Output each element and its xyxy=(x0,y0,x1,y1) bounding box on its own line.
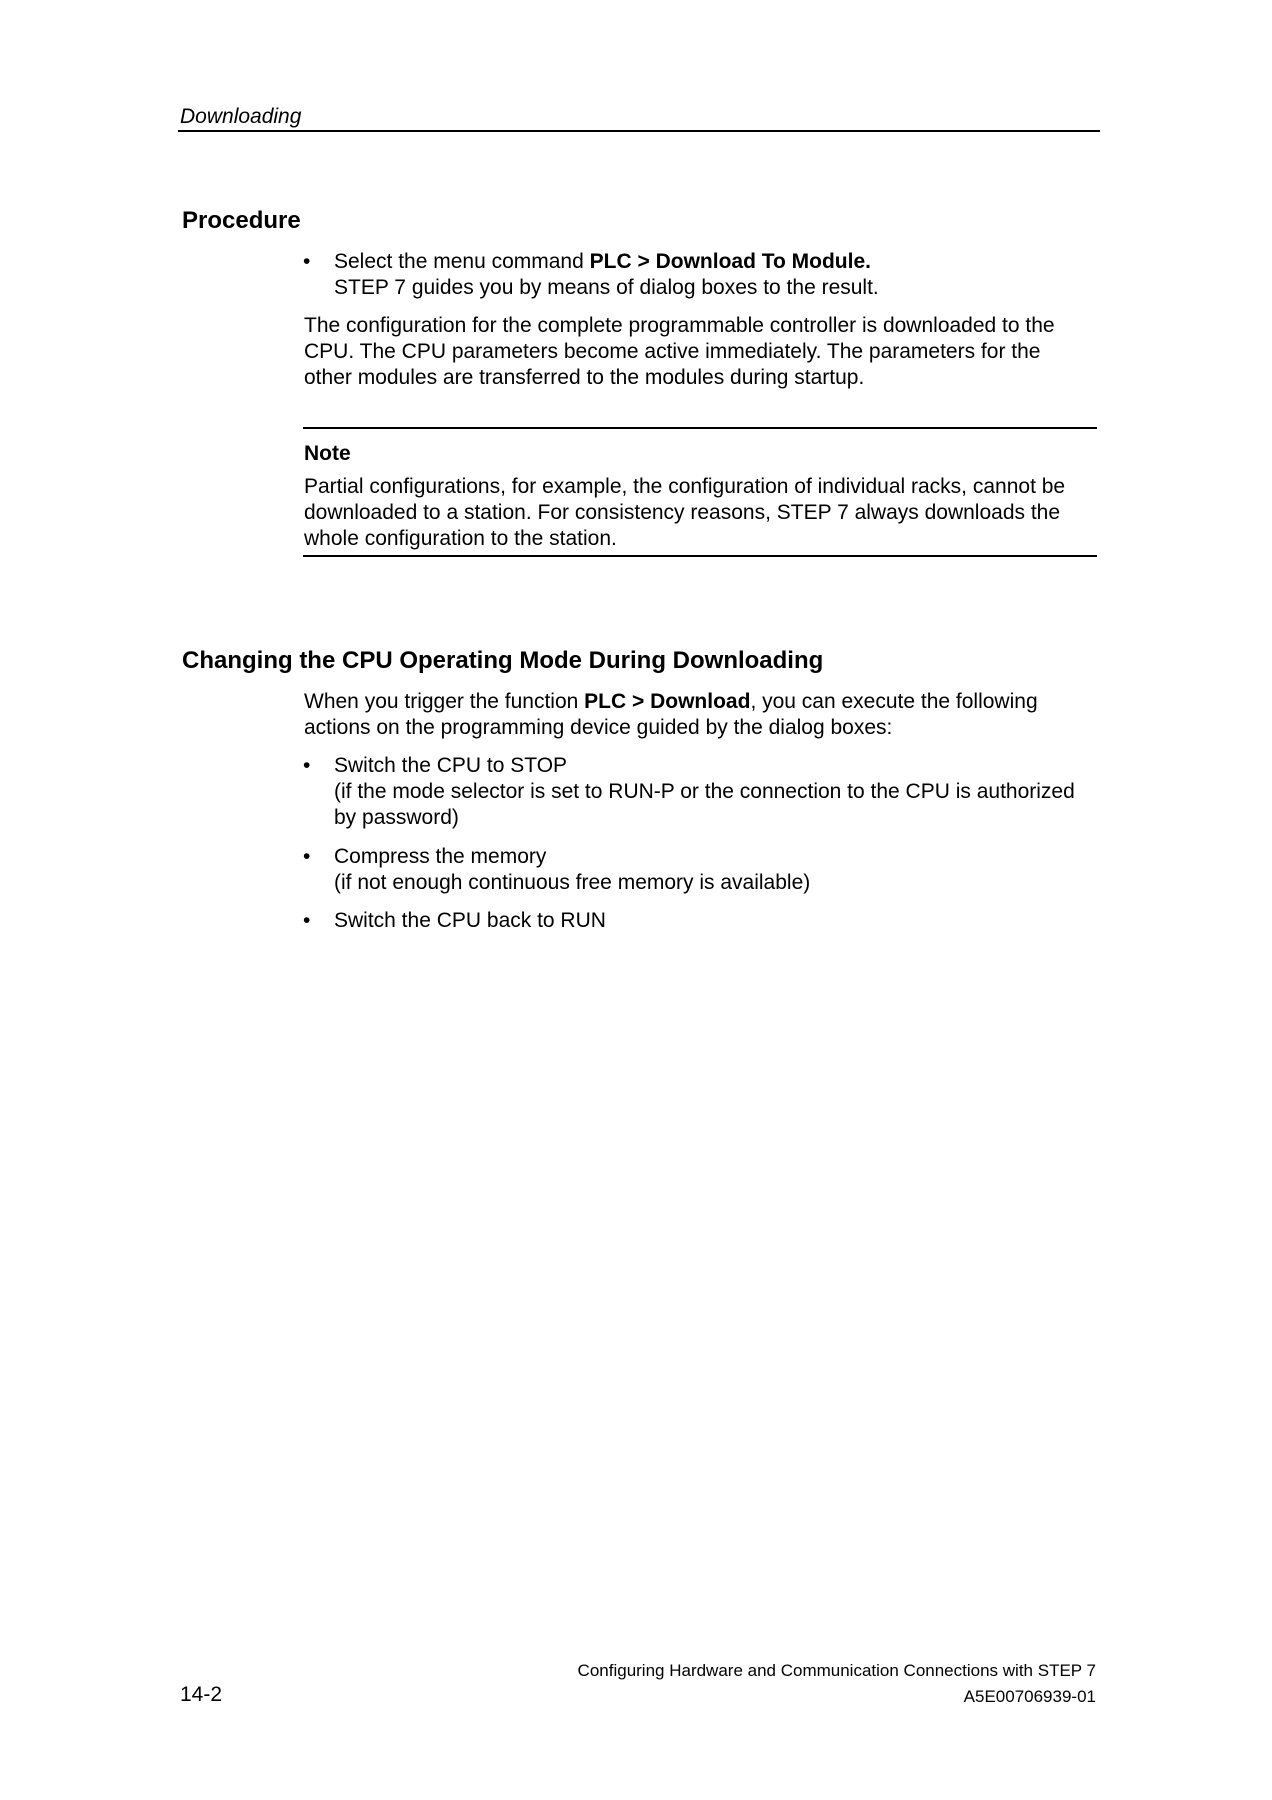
bullet-symbol: • xyxy=(303,845,311,868)
bullet-text xyxy=(334,844,1124,896)
intro-suffix: , you can execute the following xyxy=(750,690,1038,713)
procedure-bullet-line1 xyxy=(334,249,1124,275)
note-title: Note xyxy=(304,442,351,465)
bullet-symbol: • xyxy=(303,754,311,777)
cpu-mode-intro-line2: actions on the programming device guided by the dialog boxes: xyxy=(304,716,893,739)
note-line: downloaded to a station. For consistency reasons, STEP 7 always downloads the xyxy=(304,501,1061,524)
intro-prefix: When you trigger the function xyxy=(304,690,585,713)
procedure-bullet-line2: STEP 7 guides you by means of dialog boxes to the result. xyxy=(334,276,879,299)
note-line: Partial configurations, for example, the configuration of individual racks, cannot be xyxy=(304,475,1066,498)
bullet-line: (if not enough continuous free memory is available) xyxy=(334,871,811,894)
note-line: whole configuration to the station. xyxy=(304,527,617,550)
note-bottom-rule xyxy=(303,555,1097,557)
bullet-symbol: • xyxy=(303,250,311,273)
procedure-paragraph-line: CPU. The CPU parameters become active immediately. The parameters for the xyxy=(304,340,1041,363)
procedure-paragraph xyxy=(304,313,1104,391)
bullet-line: Switch the CPU to STOP xyxy=(334,754,568,777)
note-top-rule xyxy=(303,427,1097,429)
procedure-bullet-text xyxy=(334,249,1124,301)
procedure-paragraph-line: The configuration for the complete programmable controller is downloaded to the xyxy=(304,314,1055,337)
cpu-mode-intro-line1 xyxy=(304,689,1104,715)
bullet-line: Switch the CPU back to RUN xyxy=(334,909,606,932)
procedure-bullet-prefix: Select the menu command xyxy=(334,250,590,273)
header-rule xyxy=(178,130,1100,132)
footer-book-title: Configuring Hardware and Communication Connections with STEP 7 xyxy=(577,1661,1096,1680)
cpu-mode-heading: Changing the CPU Operating Mode During Downloading xyxy=(182,647,824,674)
running-header: Downloading xyxy=(180,105,302,128)
bullet-text xyxy=(334,753,1124,831)
cpu-mode-intro xyxy=(304,689,1104,741)
bullet-line: by password) xyxy=(334,806,459,829)
intro-command: PLC > Download xyxy=(584,690,751,713)
procedure-menu-command: PLC > Download To Module. xyxy=(589,250,871,273)
procedure-heading: Procedure xyxy=(182,207,301,234)
bullet-symbol: • xyxy=(303,909,311,932)
bullet-text xyxy=(334,908,1124,934)
footer-doc-id: A5E00706939-01 xyxy=(963,1687,1096,1706)
procedure-paragraph-line: other modules are transferred to the modules during startup. xyxy=(304,366,865,389)
bullet-line: Compress the memory xyxy=(334,845,547,868)
bullet-line: (if the mode selector is set to RUN-P or the connection to the CPU is authorized xyxy=(334,780,1075,803)
note-body xyxy=(304,474,1104,552)
page-number: 14-2 xyxy=(180,1683,223,1706)
